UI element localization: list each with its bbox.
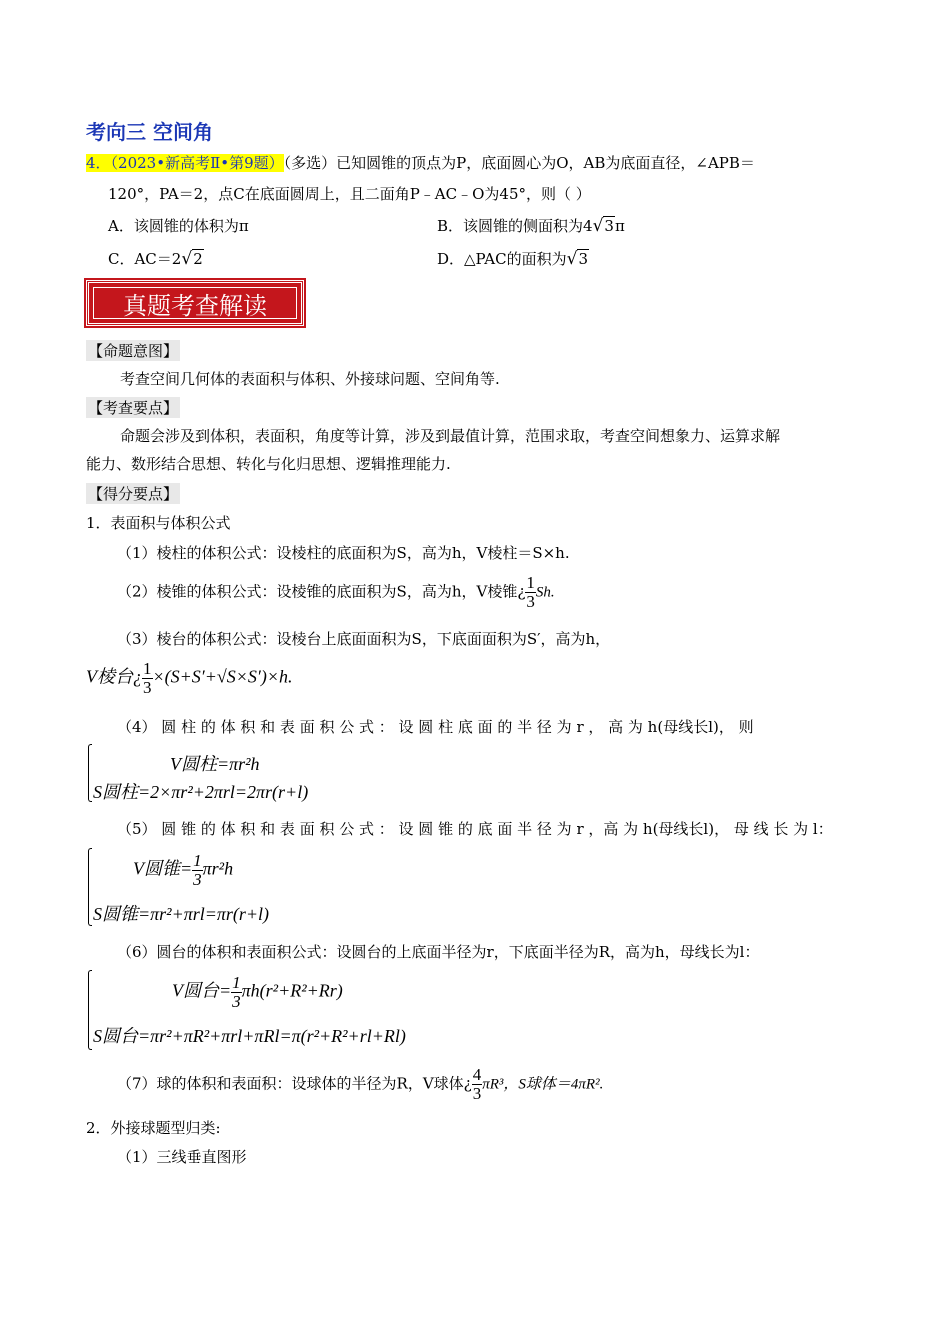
option-c: C．AC＝2√2	[108, 249, 203, 269]
question-4-line2: 120°，PA＝2，点C在底面圆周上，且二面角P﹣AC﹣O为45°，则（ ）	[108, 185, 591, 203]
formula-frustum-text: （3）棱台的体积公式：设棱台上底面面积为S，下底面面积为S′，高为h，	[117, 630, 611, 648]
points-tag: 【考查要点】	[88, 399, 179, 417]
conical-frustum-surface: S圆台=πr²+πR²+πrl+πRl=π(r²+R²+rl+Rl)	[93, 1026, 406, 1046]
intent-tag: 【命题意图】	[88, 342, 179, 360]
conical-frustum-volume: V圆台= $\frac{1}{3}$ πh(r²+R²+Rr)	[172, 973, 343, 1011]
banner-text: 真题考查解读	[93, 287, 297, 319]
formula-prism: （1）棱柱的体积公式：设棱柱的底面积为S，高为h，V棱柱＝S×h.	[117, 544, 570, 562]
formula-cone-text: （5） 圆 锥 的 体 积 和 表 面 积 公 式 ： 设 圆 锥 的 底 面 半 径 为 r ，高 为 h(母线长l)， 母 线 长 为 l：	[117, 820, 833, 838]
formula-conical-frustum-text: （6）圆台的体积和表面积公式：设圆台的上底面半径为r，下底面半径为R，高为h，母线长为l：	[117, 943, 760, 961]
option-a: A．该圆锥的体积为π	[108, 217, 249, 235]
score-tag: 【得分要点】	[88, 485, 179, 503]
question-source-highlight: 4．（2023•新高考Ⅱ•第9题）	[86, 154, 284, 172]
points-line1: 命题会涉及到体积，表面积，角度等计算，涉及到最值计算，范围求取，考查空间想象力、运算求解	[120, 427, 781, 445]
heading-formulas: 1．表面积与体积公式	[86, 514, 231, 532]
option-b: B．该圆锥的侧面积为4√3π	[437, 216, 625, 236]
section-title: 考向三 空间角	[86, 120, 213, 144]
formula-frustum: V棱台¿ $\frac{1}{3}$ ×(S+S′+√S×S′)×h.	[86, 659, 293, 697]
formula-cylinder-text: （4） 圆 柱 的 体 积 和 表 面 积 公 式 ： 设 圆 柱 底 面 的 半 径 为 r ， 高 为 h(母线长l)， 则	[117, 718, 754, 736]
question-stem: （多选）已知圆锥的顶点为P，底面圆心为O，AB为底面直径，∠APB＝	[283, 154, 755, 172]
formula-pyramid: （2）棱锥的体积公式：设棱锥的底面积为S，高为h，V棱锥¿ $\frac{1}{3}$ Sh.	[117, 573, 555, 611]
question-4-line1	[86, 152, 755, 173]
option-d: D．△PAC的面积为√3	[437, 249, 588, 269]
points-line2: 能力、数形结合思想、转化与化归思想、逻辑推理能力.	[86, 455, 451, 473]
section-banner	[86, 280, 304, 326]
cone-volume: V圆锥= $\frac{1}{3}$ πr²h	[133, 851, 234, 889]
brace-conical-frustum	[88, 970, 92, 1050]
cone-surface: S圆锥=πr²+πrl=πr(r+l)	[93, 904, 270, 924]
intent-text: 考查空间几何体的表面积与体积、外接球问题、空间角等.	[120, 370, 500, 388]
brace-cylinder	[88, 744, 92, 802]
formula-sphere: （7）球的体积和表面积：设球体的半径为R，V球体¿ $\frac{4}{3}$ πR³，S球体＝4πR².	[117, 1065, 604, 1103]
subheading-three-perpendicular: （1）三线垂直图形	[117, 1148, 247, 1166]
brace-cone	[88, 848, 92, 926]
cylinder-volume: V圆柱=πr²h	[170, 754, 260, 774]
heading-circumsphere: 2．外接球题型归类:	[86, 1119, 221, 1137]
cylinder-surface: S圆柱=2×πr²+2πrl=2πr(r+l)	[93, 782, 309, 802]
